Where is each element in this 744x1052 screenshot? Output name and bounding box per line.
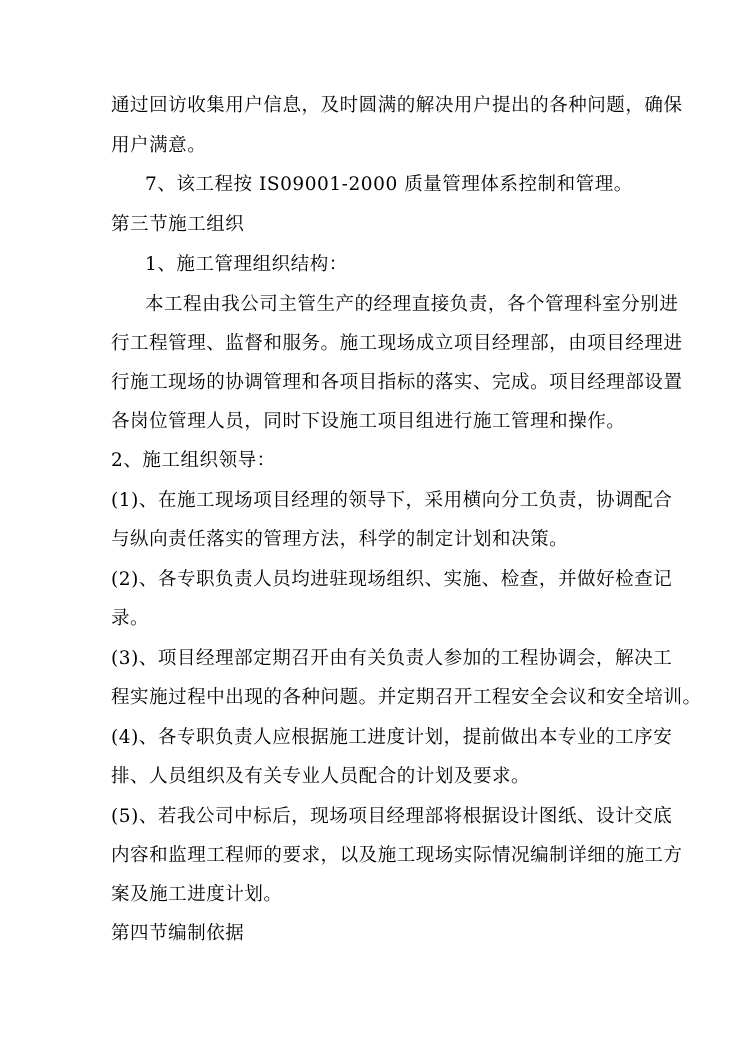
body-text-line: 内容和监理工程师的要求，以及施工现场实际情况编制详细的施工方: [111, 845, 683, 866]
body-text-line: 各岗位管理人员，同时下设施工项目组进行施工管理和操作。: [111, 411, 626, 432]
body-text-line: 程实施过程中出现的各种问题。并定期召开工程安全会议和安全培训。: [111, 687, 702, 708]
subheading-2: 2、施工组织领导：: [111, 450, 276, 471]
body-text-line: 与纵向责任落实的管理方法，科学的制定计划和决策。: [111, 529, 569, 550]
section-heading-3: 第三节施工组织: [111, 214, 245, 235]
body-text-line: 行施工现场的协调管理和各项目指标的落实、完成。项目经理部设置: [111, 372, 683, 393]
body-text-line: 排、人员组织及有关专业人员配合的计划及要求。: [111, 766, 531, 787]
list-item-2: (2)、各专职负责人员均进驻现场组织、实施、检查，并做好检查记: [111, 569, 673, 590]
body-text-line: 案及施工进度计划。: [111, 884, 283, 905]
body-text-line: 行工程管理、监督和服务。施工现场成立项目经理部，由项目经理进: [111, 333, 683, 354]
section-heading-4: 第四节编制依据: [111, 923, 245, 944]
body-text-line: 通过回访收集用户信息，及时圆满的解决用户提出的各种问题，确保: [111, 95, 683, 116]
body-text-line: 用户满意。: [111, 135, 207, 156]
body-text-line: 录。: [111, 608, 150, 629]
body-text-line: 本工程由我公司主管生产的经理直接负责，各个管理科室分别进: [145, 294, 679, 315]
list-item-5: (5)、若我公司中标后，现场项目经理部将根据设计图纸、设计交底: [111, 806, 673, 827]
list-item-3: (3)、项目经理部定期召开由有关负责人参加的工程协调会，解决工: [111, 648, 673, 669]
list-item-7: 7、该工程按 IS09001-2000 质量管理体系控制和管理。: [145, 174, 633, 195]
subheading-1: 1、施工管理组织结构：: [145, 254, 348, 275]
list-item-4: (4)、各专职负责人应根据施工进度计划，提前做出本专业的工序安: [111, 727, 673, 748]
list-item-1: (1)、在施工现场项目经理的领导下，采用横向分工负责，协调配合: [111, 490, 673, 511]
